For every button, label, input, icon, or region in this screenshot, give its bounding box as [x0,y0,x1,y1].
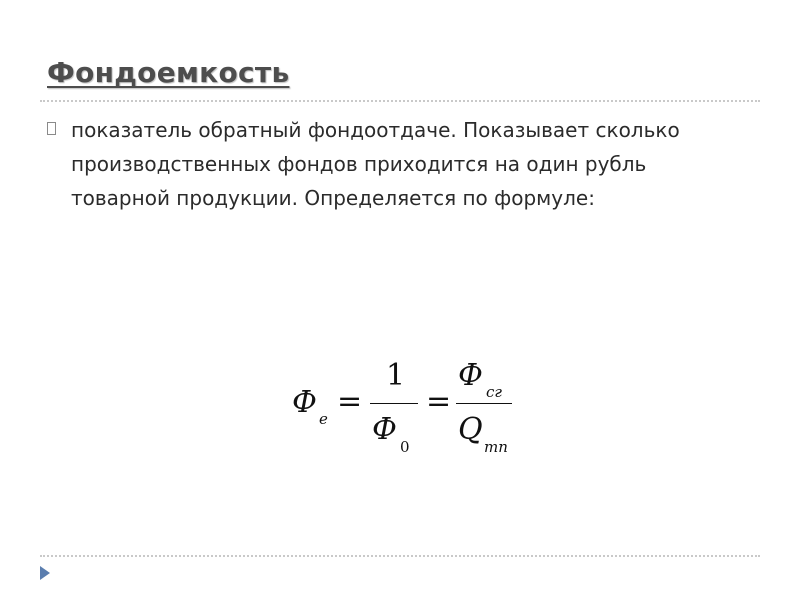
square-bullet-icon [47,122,56,135]
formula-lhs-subscript: е [319,410,328,428]
formula-frac2-denominator-subscript: тп [484,438,508,456]
formula [292,355,522,465]
formula-frac2-numerator-subscript: сг [486,383,502,401]
bullet-text: показатель обратный фондоотдаче. Показывает сколько производственных фондов приходится на один рубль товарной продукции. Определяется по формуле: [71,118,680,210]
formula-frac2-denominator-symbol: Q [458,412,483,447]
formula-equals-2: = [426,384,452,419]
formula-lhs-symbol: Ф [292,385,317,420]
formula-frac1-line [370,403,418,404]
slide-title: Фондоемкость [47,56,290,89]
formula-frac1-denominator-symbol: Ф [372,412,397,447]
title-divider [40,100,760,102]
formula-equals-1: = [337,384,363,419]
formula-frac2-line [456,403,512,404]
formula-frac1-numerator: 1 [386,358,406,393]
play-arrow-icon[interactable] [40,566,50,580]
footer-divider [40,555,760,557]
formula-frac1-denominator-subscript: 0 [400,438,410,456]
formula-frac2-numerator-symbol: Ф [458,358,483,393]
